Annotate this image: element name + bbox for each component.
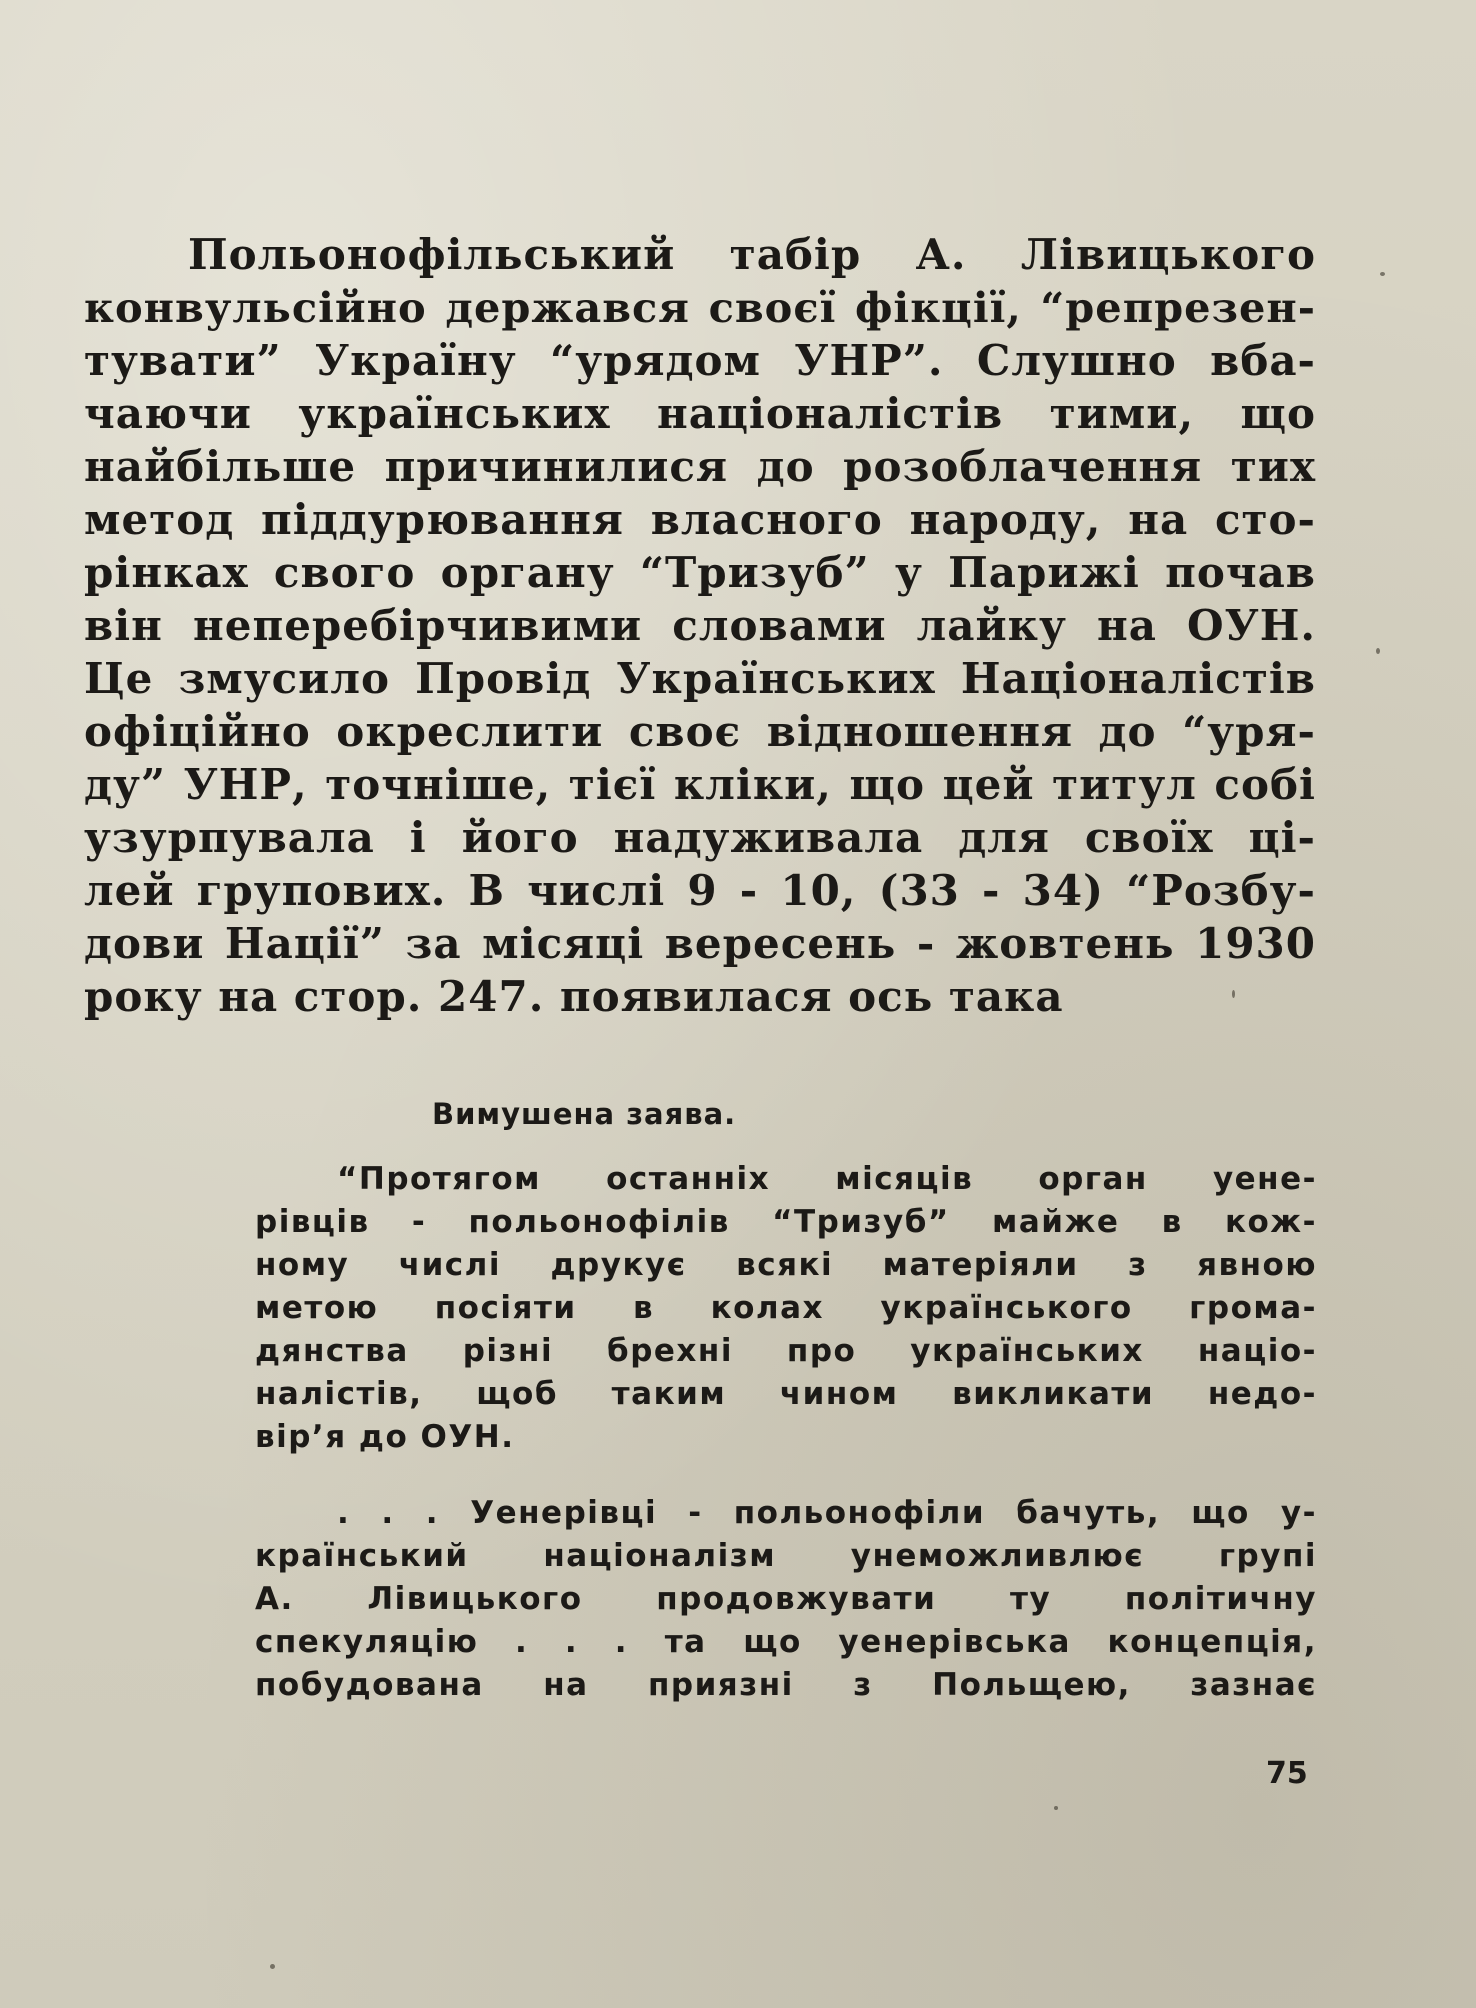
text-line: метод піддурювання власного народу, на сто- [84,495,1316,544]
text-line: рінках свого органу “Тризуб” у Парижі почав [84,548,1316,597]
quote-line: А. Лівицького продовжувати ту політичну [255,1581,1317,1617]
text-line: офіційно окреслити своє відношення до “уря- [84,707,1316,756]
text-line: лей групових. В числі 9 - 10, (33 - 34) “Розбу- [84,866,1316,915]
quote-line: метою посіяти в колах українського грома- [255,1290,1317,1326]
quote-line: рівців - польонофілів “Тризуб” майже в кож- [255,1204,1317,1240]
text-line: Польонофільський табір А. Лівицького [188,230,1316,279]
quote-line: . . . Уенерівці - польонофіли бачуть, що у- [337,1495,1317,1531]
quote-paragraph-1 [255,1158,1317,1459]
quote-line: ному числі друкує всякі матеріяли з явною [255,1247,1317,1283]
text-line: ду” УНР, точніше, тієї кліки, що цей титул собі [84,760,1316,809]
paper-speck [1232,990,1235,998]
main-paragraph [84,228,1316,1023]
quote-paragraph-2 [255,1492,1317,1707]
quote-line: країнський націоналізм унеможливлює групі [255,1538,1317,1574]
text-line: він неперебірчивими словами лайку на ОУН. [84,601,1316,650]
quote-line: дянства різні брехні про українських націо- [255,1333,1317,1369]
page-number: 75 [1266,1756,1308,1791]
text-line: конвульсійно держався своєї фікції, “репрезен- [84,283,1316,332]
text-line: Це змусило Провід Українських Націоналістів [84,654,1316,703]
text-line: найбільше причинилися до розоблачення тих [84,442,1316,491]
paper-speck [270,1964,275,1969]
paper-speck [1376,648,1380,654]
quote-line: побудована на приязні з Польщею, зазнає [255,1667,1317,1703]
quote-line: “Протягом останніх місяців орган уене- [337,1161,1317,1197]
text-line: тувати” Україну “урядом УНР”. Слушно вба- [84,336,1316,385]
text-line: року на стор. 247. появилася ось така [84,972,1064,1021]
text-line: дови Нації” за місяці вересень - жовтень 1930 [84,919,1316,968]
paper-speck [1380,272,1385,276]
quote-line: вір’я до ОУН. [255,1419,515,1455]
text-line: узурпувала і його надуживала для своїх ці- [84,813,1316,862]
paper-speck [1054,1806,1058,1810]
section-heading: Вимушена заява. [432,1097,737,1131]
quote-line: спекуляцію . . . та що уенерівська концепція, [255,1624,1317,1660]
text-line: чаючи українських націоналістів тими, що [84,389,1316,438]
quote-line: налістів, щоб таким чином викликати недо- [255,1376,1317,1412]
